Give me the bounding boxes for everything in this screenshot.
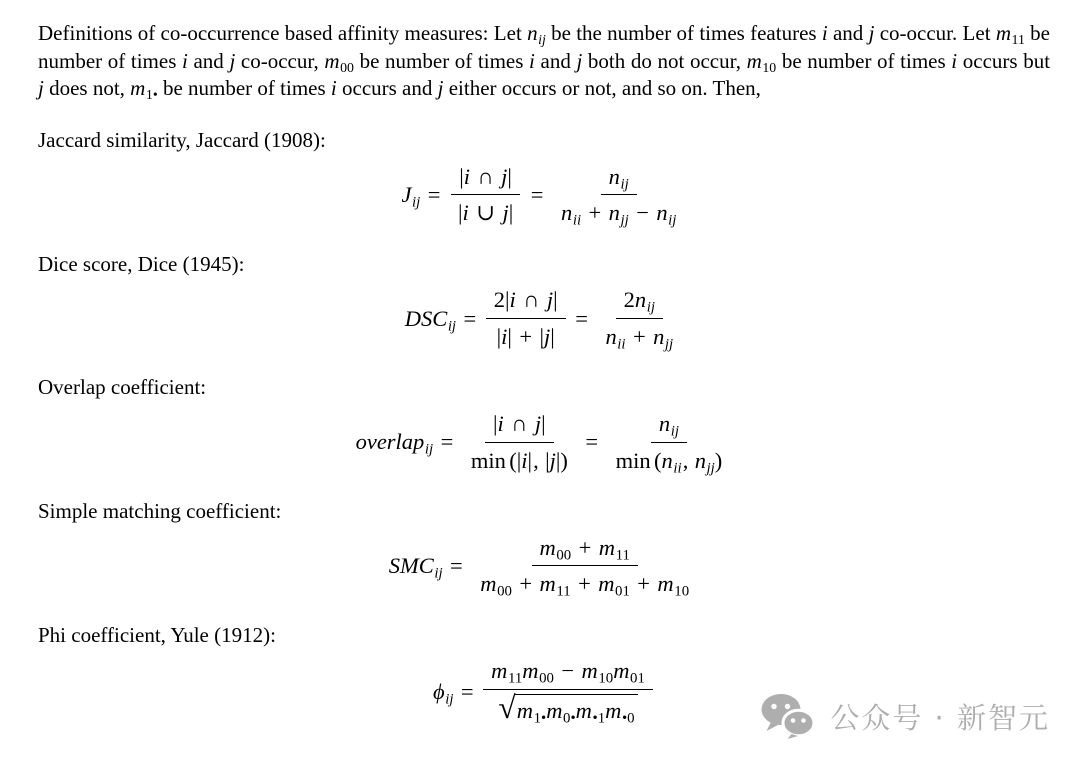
math-variable: j	[543, 323, 551, 349]
math-delimiter: )	[560, 447, 568, 473]
math-variable: j	[576, 48, 583, 73]
subscript: ij	[445, 691, 454, 708]
math-variable: j	[534, 411, 542, 437]
fraction	[553, 163, 684, 227]
math-variable: i	[501, 323, 508, 349]
section-label: Phi coefficient, Yule (1912):	[38, 622, 276, 647]
math-text: occurs and	[336, 76, 438, 101]
formula	[38, 410, 1050, 474]
math-delimiter: |	[527, 447, 533, 473]
math-delimiter: |	[508, 200, 514, 226]
math-variable: nij	[527, 21, 546, 48]
subscript: 00	[497, 583, 512, 600]
watermark	[760, 693, 1050, 739]
subscript: ii	[617, 336, 626, 353]
math-variable: j	[437, 76, 444, 101]
math-variable: m00	[539, 534, 572, 564]
math-function: min	[615, 447, 651, 473]
subscript: 10	[674, 583, 690, 600]
math-text: does not,	[43, 76, 131, 101]
math-variable: nij	[658, 411, 680, 440]
fraction	[483, 657, 653, 726]
math-delimiter: |	[555, 447, 561, 473]
math-variable: m11	[539, 571, 571, 600]
math-text: and	[534, 48, 577, 73]
radical-sign: √	[498, 689, 516, 725]
math-variable: m11	[598, 534, 630, 564]
subscript: ij	[668, 212, 677, 229]
subscript: 00	[556, 547, 572, 564]
subscript: 0•	[563, 710, 576, 727]
math-variable: i	[821, 21, 828, 45]
math-text: either occurs or not, and so on. Then,	[443, 76, 761, 101]
math-text: and	[827, 21, 869, 45]
fraction	[463, 410, 576, 474]
math-variable: m11	[995, 21, 1025, 48]
math-delimiter: |	[457, 200, 463, 226]
math-variable: m10	[581, 658, 614, 687]
math-function: min	[470, 447, 506, 473]
math-operator: +	[578, 571, 591, 597]
math-variable: ϕij	[432, 678, 454, 708]
math-operator: ∩	[523, 287, 540, 313]
math-variable: i	[463, 163, 471, 189]
math-operator: ∪	[476, 200, 496, 226]
math-delimiter: |	[516, 447, 522, 473]
subscript: 1•	[533, 710, 547, 727]
fraction-denominator	[463, 443, 576, 474]
math-variable: i	[330, 76, 337, 101]
math-delimiter: |	[504, 287, 510, 313]
subscript: ij	[434, 565, 443, 582]
math-operator: =	[440, 429, 454, 455]
subscript: 11	[1011, 32, 1025, 48]
math-delimiter: |	[507, 323, 512, 349]
math-variable: j	[38, 76, 44, 101]
fraction	[472, 534, 697, 598]
fraction-denominator	[553, 195, 684, 229]
section-label: Overlap coefficient:	[38, 375, 207, 400]
formula	[38, 163, 1050, 227]
subscript: 11	[507, 670, 523, 687]
math-variable: overlapij	[355, 429, 434, 458]
math-operator: −	[636, 200, 649, 226]
math-delimiter: |	[550, 323, 555, 349]
math-operator: =	[427, 182, 441, 208]
math-delimiter: |	[493, 411, 498, 437]
math-text: be number of times	[776, 48, 952, 73]
subscript: 01	[630, 670, 645, 687]
subscript: ii	[572, 212, 582, 229]
math-variable: j	[501, 163, 508, 189]
fraction	[486, 286, 566, 350]
square-root	[498, 689, 637, 727]
subscript: 1•	[145, 87, 158, 103]
fraction	[598, 286, 681, 353]
subscript: 10	[762, 59, 777, 75]
intro-paragraph	[38, 20, 1050, 103]
fraction-numerator	[532, 534, 638, 566]
math-variable: m00	[480, 571, 512, 600]
math-delimiter: |	[459, 163, 464, 189]
sections-container	[38, 127, 1050, 726]
subscript: ij	[447, 318, 457, 335]
subscript: ij	[538, 32, 546, 48]
math-variable: m1•	[130, 76, 158, 103]
math-operator: =	[450, 552, 463, 578]
math-delimiter: |	[545, 447, 550, 473]
math-delimiter: (	[509, 447, 517, 473]
math-delimiter: |	[507, 163, 512, 189]
math-variable: j	[546, 287, 554, 313]
subscript: 00	[340, 59, 354, 75]
subscript: ii	[673, 459, 682, 476]
math-number: 2	[493, 287, 505, 313]
math-operator: +	[519, 571, 533, 597]
fraction	[608, 410, 730, 474]
subscript: 01	[615, 583, 630, 600]
section-label: Simple matching coefficient:	[38, 498, 282, 523]
math-delimiter: (	[654, 447, 662, 473]
math-number: 2	[623, 287, 635, 313]
math-variable: i	[951, 48, 958, 73]
math-variable: m10	[657, 571, 690, 600]
math-variable: m01	[598, 571, 630, 600]
math-variable: j	[868, 21, 875, 45]
math-variable: njj	[653, 323, 674, 353]
wechat-icon	[760, 693, 816, 739]
subscript: ij	[412, 194, 421, 211]
math-variable: nii	[661, 447, 682, 476]
math-variable: m10	[746, 48, 777, 75]
section-label: Jaccard similarity, Jaccard (1908):	[38, 128, 326, 153]
math-variable: Jij	[401, 182, 421, 211]
math-text: Definitions of co-occurrence based affinity measures: Let	[38, 21, 528, 45]
fraction-numerator	[601, 163, 637, 195]
math-variable: i	[182, 48, 188, 73]
math-variable: nii	[605, 323, 626, 353]
math-text: be number of times	[353, 48, 530, 73]
subscript: •1	[592, 710, 606, 727]
math-variable: nii	[561, 200, 582, 229]
math-operator: =	[585, 429, 599, 455]
subscript: ij	[646, 299, 655, 316]
math-variable: m1•	[516, 697, 547, 727]
subscript: •0	[621, 710, 635, 727]
math-variable: nij	[608, 163, 629, 193]
math-text: and	[187, 48, 230, 73]
subscript: ij	[620, 176, 629, 193]
math-delimiter: |	[496, 323, 502, 349]
math-variable: m0•	[546, 697, 576, 727]
math-variable: nij	[656, 200, 677, 229]
watermark-text: 公众号 · 新智元	[830, 700, 1050, 735]
math-variable: njj	[694, 447, 715, 476]
math-variable: m01	[613, 658, 645, 687]
math-text: be the number of times features	[545, 21, 822, 45]
math-variable: m•1	[575, 697, 606, 727]
section-label: Dice score, Dice (1945):	[38, 251, 245, 276]
subscript: 10	[598, 670, 614, 687]
math-operator: ∩	[511, 411, 528, 437]
math-operator: +	[588, 200, 602, 226]
math-operator: ∩	[477, 163, 494, 189]
math-text: be number of times	[38, 21, 1050, 73]
subscript: 00	[539, 670, 554, 687]
math-variable: j	[502, 200, 509, 226]
math-punctuation: ,	[682, 447, 689, 473]
math-variable: i	[462, 200, 469, 226]
math-delimiter: |	[541, 411, 546, 437]
math-variable: m00	[324, 48, 354, 75]
subscript: 11	[556, 583, 571, 600]
math-variable: m11	[491, 658, 523, 687]
fraction-numerator	[486, 286, 566, 318]
math-variable: DSCij	[404, 305, 457, 335]
math-delimiter: |	[539, 323, 544, 349]
fraction-denominator	[472, 566, 697, 600]
math-variable: j	[549, 447, 556, 473]
math-text: be number of times	[157, 76, 331, 101]
math-text: occurs but	[957, 48, 1051, 73]
math-delimiter: |	[553, 287, 558, 313]
subscript: jj	[664, 336, 674, 353]
math-variable: njj	[608, 200, 629, 229]
fraction	[450, 163, 521, 227]
math-punctuation: ,	[533, 447, 539, 473]
fraction-denominator	[450, 195, 521, 226]
fraction-numerator	[485, 410, 553, 442]
math-variable: i	[497, 411, 504, 437]
subscript: ij	[424, 441, 434, 458]
math-operator: =	[575, 305, 588, 331]
subscript: ij	[670, 423, 680, 440]
formula	[38, 534, 1050, 598]
subscript: 11	[615, 547, 630, 564]
math-variable: i	[521, 447, 528, 473]
math-variable: m00	[522, 658, 554, 687]
math-operator: −	[561, 658, 575, 684]
math-text: both do not occur,	[582, 48, 747, 73]
square-root-content	[515, 694, 638, 727]
subscript: jj	[620, 212, 629, 229]
fraction-numerator	[651, 410, 687, 442]
math-variable: SMCij	[388, 552, 443, 582]
math-operator: +	[637, 571, 650, 597]
fraction-denominator	[598, 319, 681, 353]
math-text: co-occur. Let	[874, 21, 996, 45]
math-operator: +	[519, 323, 533, 349]
fraction-numerator	[616, 286, 663, 318]
fraction-denominator	[608, 443, 730, 474]
math-variable: m•0	[605, 697, 635, 727]
subscript: jj	[706, 459, 715, 476]
fraction-denominator	[489, 319, 563, 350]
fraction-denominator	[491, 690, 646, 726]
math-delimiter: )	[714, 447, 723, 473]
math-operator: +	[632, 323, 646, 349]
fraction-numerator	[451, 163, 519, 195]
math-text: co-occur,	[235, 48, 325, 73]
math-operator: =	[463, 305, 477, 331]
math-variable: j	[229, 48, 236, 73]
math-operator: =	[460, 678, 474, 704]
fraction-numerator	[483, 657, 653, 689]
formula	[38, 286, 1050, 353]
math-variable: i	[509, 287, 516, 313]
math-operator: +	[578, 534, 592, 560]
math-variable: nij	[634, 287, 655, 316]
math-operator: =	[530, 182, 544, 208]
math-variable: i	[529, 48, 535, 73]
